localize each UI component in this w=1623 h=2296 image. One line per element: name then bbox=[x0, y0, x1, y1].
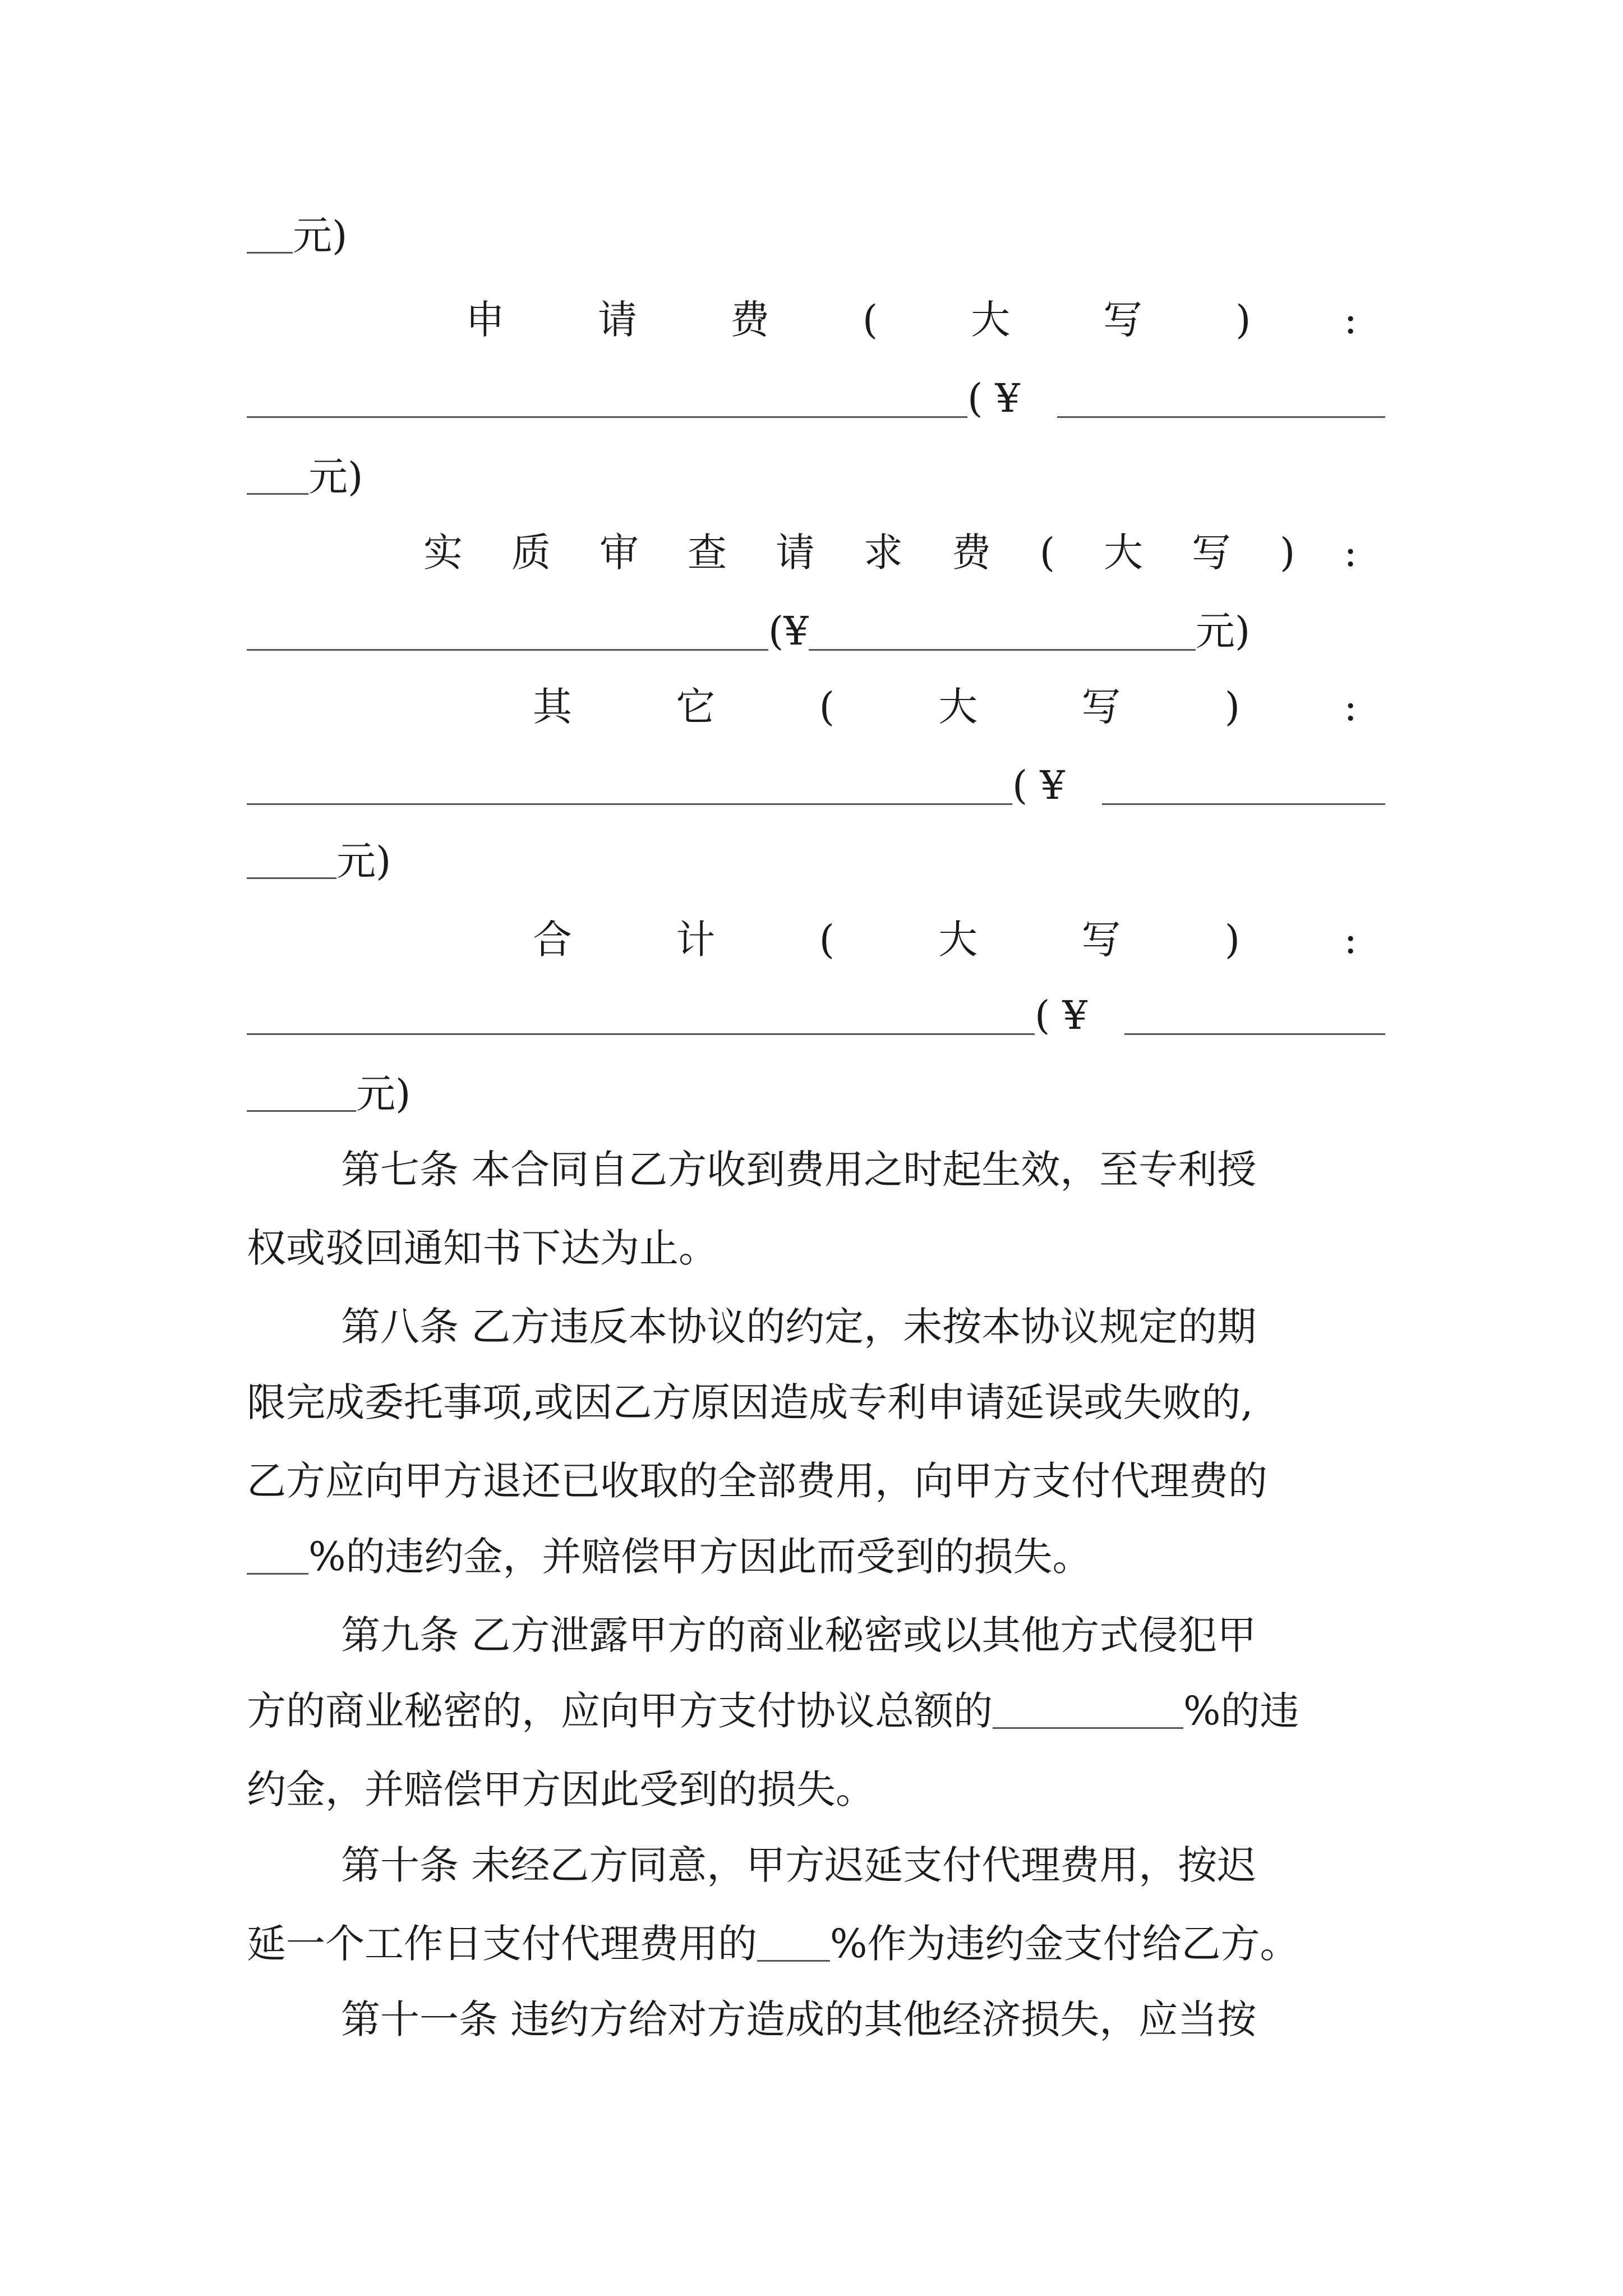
heading-char: 请 bbox=[597, 297, 637, 343]
heading-char: ( bbox=[862, 297, 878, 343]
heading-char: 质 bbox=[511, 530, 551, 576]
paren-open: ( bbox=[967, 375, 983, 421]
blank-line bbox=[247, 803, 1012, 805]
article-10-text: 第十条 未经乙方同意，甲方迟延支付代理费用，按迟 bbox=[341, 1842, 1257, 1888]
blank-line bbox=[247, 252, 293, 254]
article-11-line-1 bbox=[341, 1996, 1257, 2042]
article-10-text: %作为违约金支付给乙方。 bbox=[830, 1921, 1299, 1967]
application-fee-heading bbox=[465, 297, 1357, 343]
article-9-line-2 bbox=[247, 1688, 1299, 1734]
heading-char: 大 bbox=[938, 917, 978, 963]
blank-line bbox=[247, 649, 768, 651]
heading-char: 大 bbox=[971, 297, 1011, 343]
heading-char: 其 bbox=[533, 684, 572, 730]
heading-char: ( bbox=[819, 917, 834, 963]
article-8-text: 乙方应向甲方退还已收取的全部费用，向甲方支付代理费的 bbox=[247, 1458, 1267, 1504]
heading-char: 写 bbox=[1103, 297, 1143, 343]
blank-line bbox=[993, 1727, 1183, 1729]
article-8-line-1 bbox=[341, 1304, 1257, 1350]
heading-char: ) bbox=[1224, 684, 1241, 730]
blank-line bbox=[247, 877, 336, 879]
application-fee-end bbox=[247, 454, 363, 500]
article-7-text: 权或驳回通知书下达为止。 bbox=[247, 1225, 718, 1271]
blank-line bbox=[247, 1573, 308, 1575]
total-fee-amount-line bbox=[247, 992, 1385, 1038]
yen-sign: ¥ bbox=[1062, 992, 1087, 1038]
heading-char: 大 bbox=[938, 684, 978, 730]
heading-char: 合 bbox=[533, 917, 572, 963]
paren-open: ( bbox=[1012, 762, 1028, 808]
examination-fee-amount-line bbox=[247, 608, 1251, 654]
heading-char: 费 bbox=[951, 530, 991, 576]
heading-char: 求 bbox=[863, 530, 903, 576]
application-fee-amount-line bbox=[247, 375, 1385, 421]
yuan-text: 元) bbox=[1195, 608, 1251, 654]
other-fee-end bbox=[247, 838, 391, 884]
article-8-line-4 bbox=[247, 1534, 1092, 1580]
heading-char: 申 bbox=[465, 297, 505, 343]
heading-char: 写 bbox=[1192, 530, 1232, 576]
heading-char: ) bbox=[1224, 917, 1241, 963]
article-9-line-3 bbox=[247, 1766, 875, 1812]
article-9-line-1 bbox=[341, 1612, 1257, 1658]
heading-char: : bbox=[1344, 684, 1357, 730]
yen-sign: (¥ bbox=[768, 608, 809, 654]
article-9-text: 约金，并赔偿甲方因此受到的损失。 bbox=[247, 1766, 875, 1812]
heading-char: 大 bbox=[1104, 530, 1144, 576]
blank-line bbox=[809, 649, 1196, 651]
article-9-text: 方的商业秘密的，应向甲方支付协议总额的 bbox=[247, 1688, 993, 1734]
paren-open: ( bbox=[1035, 992, 1050, 1038]
blank-line bbox=[1102, 803, 1385, 805]
article-9-text: %的违 bbox=[1183, 1688, 1299, 1734]
yuan-text: 元) bbox=[356, 1071, 411, 1117]
blank-line bbox=[757, 1960, 830, 1962]
article-10-line-1 bbox=[341, 1842, 1257, 1888]
heading-char: ( bbox=[1039, 530, 1055, 576]
blank-line bbox=[247, 493, 308, 495]
heading-char: 写 bbox=[1081, 684, 1121, 730]
examination-fee-heading bbox=[423, 530, 1357, 576]
other-fee-amount-line bbox=[247, 762, 1385, 808]
heading-char: : bbox=[1344, 297, 1357, 343]
article-11-text: 第十一条 违约方给对方造成的其他经济损失，应当按 bbox=[341, 1996, 1257, 2042]
fee-line-end bbox=[247, 213, 348, 259]
yuan-text: 元) bbox=[293, 213, 348, 259]
heading-char: 审 bbox=[599, 530, 639, 576]
article-8-text: 第八条 乙方违反本协议的约定，未按本协议规定的期 bbox=[341, 1304, 1257, 1350]
heading-char: 计 bbox=[676, 917, 716, 963]
heading-char: 它 bbox=[676, 684, 716, 730]
blank-line bbox=[1057, 416, 1385, 418]
heading-char: ) bbox=[1280, 530, 1295, 576]
article-8-text: 限完成委托事项,或因乙方原因造成专利申请延误或失败的, bbox=[247, 1379, 1253, 1425]
yuan-text: 元) bbox=[336, 838, 391, 884]
heading-char: ) bbox=[1235, 297, 1251, 343]
article-7-line-2 bbox=[247, 1225, 718, 1271]
yuan-text: 元) bbox=[308, 454, 363, 500]
article-8-text: %的违约金，并赔偿甲方因此而受到的损失。 bbox=[308, 1534, 1092, 1580]
article-10-line-2 bbox=[247, 1921, 1299, 1967]
heading-char: : bbox=[1344, 917, 1357, 963]
other-fee-heading bbox=[533, 684, 1357, 730]
heading-char: 请 bbox=[775, 530, 815, 576]
article-7-line-1 bbox=[341, 1147, 1357, 1193]
article-10-text: 延一个工作日支付代理费用的 bbox=[247, 1921, 757, 1967]
blank-line bbox=[1124, 1033, 1385, 1035]
yen-sign: ¥ bbox=[1040, 762, 1065, 808]
yen-sign: ¥ bbox=[995, 375, 1020, 421]
heading-char: 实 bbox=[423, 530, 463, 576]
heading-char: 费 bbox=[730, 297, 769, 343]
article-7-text: 第七条 本合同自乙方收到费用之时起生效，至专利授 bbox=[341, 1147, 1257, 1193]
total-fee-heading bbox=[533, 917, 1357, 963]
article-8-line-2 bbox=[247, 1379, 1253, 1425]
heading-char: : bbox=[1344, 530, 1357, 576]
heading-char: 查 bbox=[687, 530, 727, 576]
article-9-text: 第九条 乙方泄露甲方的商业秘密或以其他方式侵犯甲 bbox=[341, 1612, 1257, 1658]
total-fee-end bbox=[247, 1071, 411, 1117]
blank-line bbox=[247, 416, 967, 418]
article-8-line-3 bbox=[247, 1458, 1267, 1504]
heading-char: 写 bbox=[1081, 917, 1121, 963]
heading-char: ( bbox=[819, 684, 834, 730]
blank-line bbox=[247, 1033, 1035, 1035]
blank-line bbox=[247, 1110, 356, 1112]
